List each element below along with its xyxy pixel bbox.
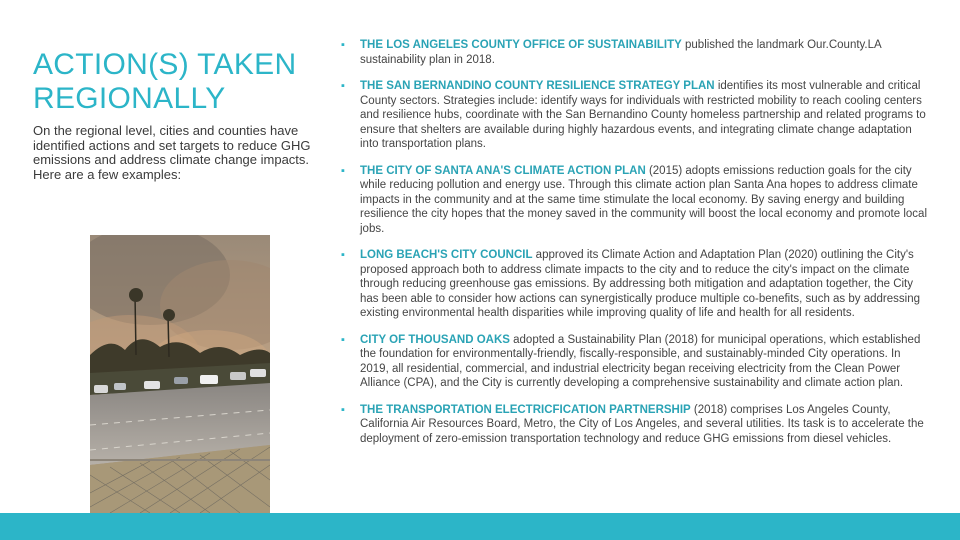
list-item: [338, 38, 928, 67]
slide-title: ACTION(S) TAKEN REGIONALLY: [33, 48, 297, 115]
examples-list: [338, 38, 928, 446]
item-description: (2018) comprises Los Angeles County, California Air Resources Board, Metro, the City of Los Angeles, and several utilities. Its task is to accelerate the deployment of zero-emission transportation technology and reduce GHG emissions from diesel vehicles.: [360, 403, 924, 445]
bullet-marker: ▪: [341, 80, 345, 92]
organization-name: CITY OF THOUSAND OAKS: [360, 333, 510, 346]
organization-name: THE CITY OF SANTA ANA'S CLIMATE ACTION PLAN: [360, 164, 646, 177]
footer-accent-bar: [0, 513, 960, 540]
item-description: identifies its most vulnerable and critical County sectors. Strategies include: identify ways for individuals with restricted mobility to reach cooling centers and resilience hubs, coordinate with the San Bernandino County homeless partnership and related programs to ensure that shelters are available during highly hazardous events, and integrating climate change adaptation into transportation plans.: [360, 80, 926, 150]
list-item: [338, 403, 928, 447]
organization-name: THE LOS ANGELES COUNTY OFFICE OF SUSTAINABILITY: [360, 39, 682, 51]
organization-name: THE SAN BERNANDINO COUNTY RESILIENCE STRATEGY PLAN: [360, 80, 715, 92]
bullet-marker: ▪: [341, 249, 345, 261]
wildfire-freeway-photo: [90, 235, 270, 513]
item-description: approved its Climate Action and Adaptation Plan (2020) outlining the City's proposed approach both to address climate impacts to the city and to reduce the city's impact on the climate through reducing greenhouse gas emissions. By addressing both mitigation and adaptation together, the City has been able to consider how actions can synergistically produce multiple co-benefits, such as by addressing existing environmental health disparities while improving quality of life and health for all residents.: [360, 249, 920, 319]
list-item: [338, 248, 928, 321]
list-item: [338, 333, 928, 391]
item-description: published the landmark Our.County.LA sustainability plan in 2018.: [360, 39, 882, 66]
list-item: [338, 164, 928, 237]
organization-name: LONG BEACH'S CITY COUNCIL: [360, 249, 533, 261]
bullet-marker: ▪: [341, 39, 345, 51]
list-item: [338, 79, 928, 152]
item-description: adopted a Sustainability Plan (2018) for municipal operations, which established the foundation for environmentally-friendly, fiscally-responsible, and sustainably-minded City operations. In 2019, all residential, commercial, and industrial electricity began receiving electricity from the Clean Power Alliance (CPA), and the City is currently developing a comprehensive sustainability and climate action plan.: [360, 333, 921, 389]
organization-name: THE TRANSPORTATION ELECTRICFICATION PARTNERSHIP: [360, 403, 691, 416]
item-description: (2015) adopts emissions reduction goals for the city while reducing pollution and energy use. Through this climate action plan Santa Ana hopes to address climate impacts in the community and at the same time stimulate the local economy. By saving energy and building resilience the city hopes that the money saved in the community will boost the local economy and promote local jobs.: [360, 164, 927, 235]
bullet-marker: ▪: [341, 333, 345, 346]
bullet-marker: ▪: [341, 403, 345, 416]
intro-text: On the regional level, cities and counties have identified actions and set targets to reduce GHG emissions and address climate change impacts. Here are a few examples:: [33, 123, 311, 182]
bullet-marker: ▪: [341, 164, 345, 177]
